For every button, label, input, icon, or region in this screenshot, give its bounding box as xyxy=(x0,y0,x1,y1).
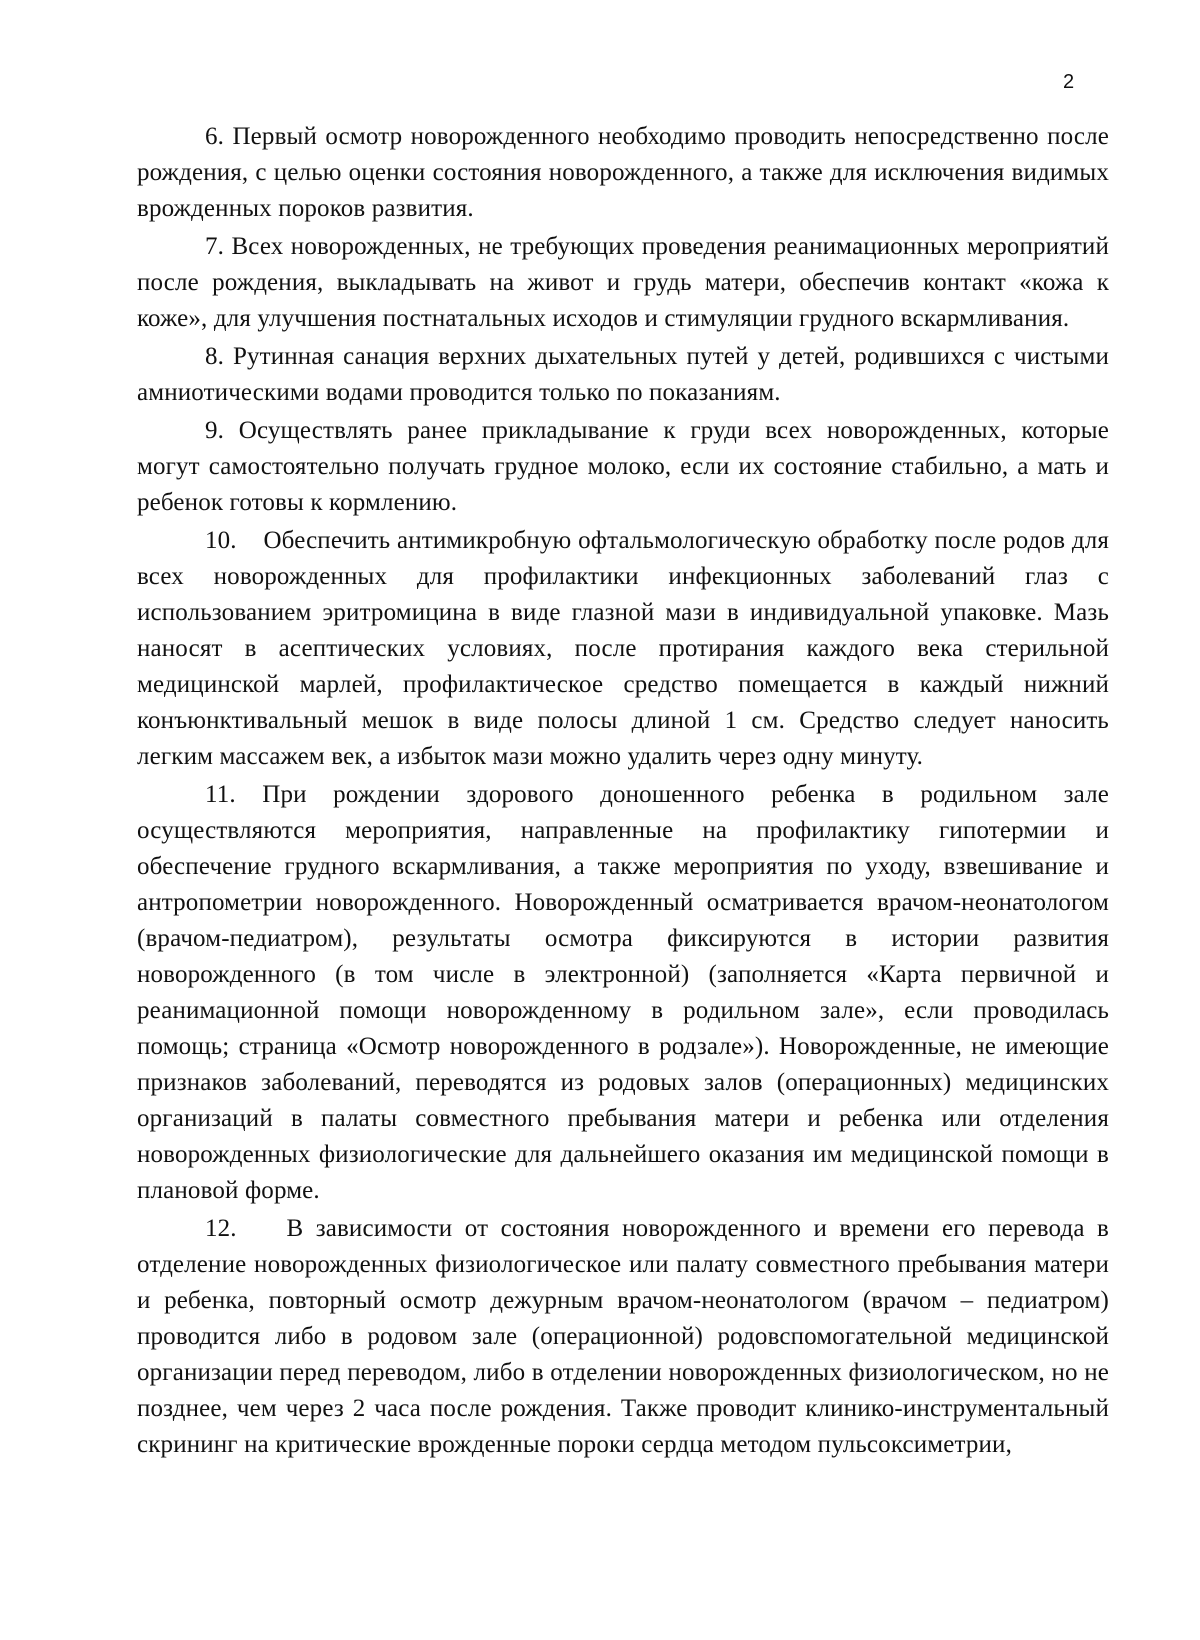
paragraph-text: Всех новорожденных, не требующих проведения реанимационных мероприятий после рождения, выкладывать на живот и грудь матери, обеспечив контакт «кожа к коже», для улучшения постнатальных исходов и стимуляции грудного вскармливания. xyxy=(137,233,1109,332)
page-number: 2 xyxy=(1063,71,1075,93)
paragraph-6 xyxy=(137,119,1109,227)
paragraph-12 xyxy=(137,1211,1109,1463)
paragraph-number: 9. xyxy=(205,417,225,444)
document-body xyxy=(137,119,1109,1465)
paragraph-number: 11. xyxy=(205,781,236,808)
paragraph-7 xyxy=(137,229,1109,337)
paragraph-9 xyxy=(137,413,1109,521)
paragraph-text: Первый осмотр новорожденного необходимо проводить непосредственно после рождения, с целью оценки состояния новорожденного, а также для исключения видимых врожденных пороков развития. xyxy=(137,123,1109,222)
paragraph-8 xyxy=(137,339,1109,411)
paragraph-10 xyxy=(137,523,1109,775)
paragraph-text: Обеспечить антимикробную офтальмологическую обработку после родов для всех новорожденных для профилактики инфекционных заболеваний глаз с использованием эритромицина в виде глазной мази в индивидуальной упаковке. Мазь наносят в асептических условиях, после протирания каждого века стерильной медицинской марлей, профилактическое средство помещается в каждый нижний конъюнктивальный мешок в виде полосы длиной 1 см. Средство следует наносить легким массажем век, а избыток мази можно удалить через одну минуту. xyxy=(137,527,1109,770)
paragraph-11 xyxy=(137,777,1109,1209)
paragraph-text: В зависимости от состояния новорожденного и времени его перевода в отделение новорожденных физиологическое или палату совместного пребывания матери и ребенка, повторный осмотр дежурным врачом-неонатологом (врачом – педиатром) проводится либо в родовом зале (операционной) родовспомогательной медицинской организации перед переводом, либо в отделении новорожденных физиологическом, но не позднее, чем через 2 часа после рождения. Также проводит клинико-инструментальный скрининг на критические врожденные пороки сердца методом пульсоксиметрии, xyxy=(137,1215,1109,1458)
paragraph-text: Осуществлять ранее прикладывание к груди всех новорожденных, которые могут самостоятельно получать грудное молоко, если их состояние стабильно, а мать и ребенок готовы к кормлению. xyxy=(137,417,1109,516)
paragraph-number: 12. xyxy=(205,1215,237,1242)
paragraph-number: 8. xyxy=(205,343,225,370)
paragraph-text: При рождении здорового доношенного ребенка в родильном зале осуществляются мероприятия, направленные на профилактику гипотермии и обеспечение грудного вскармливания, а также мероприятия по уходу, взвешивание и антропометрии новорожденного. Новорожденный осматривается врачом-неонатологом (врачом-педиатром), результаты осмотра фиксируются в истории развития новорожденного (в том числе в электронной) (заполняется «Карта первичной и реанимационной помощи новорожденному в родильном зале», если проводилась помощь; страница «Осмотр новорожденного в родзале»). Новорожденные, не имеющие признаков заболеваний, переводятся из родовых залов (операционных) медицинских организаций в палаты совместного пребывания матери и ребенка или отделения новорожденных физиологические для дальнейшего оказания им медицинской помощи в плановой форме. xyxy=(137,781,1110,1204)
paragraph-number: 10. xyxy=(205,527,237,554)
paragraph-number: 7. xyxy=(205,233,225,260)
paragraph-text: Рутинная санация верхних дыхательных путей у детей, родившихся с чистыми амниотическими водами проводится только по показаниям. xyxy=(137,343,1110,406)
paragraph-number: 6. xyxy=(205,123,225,150)
